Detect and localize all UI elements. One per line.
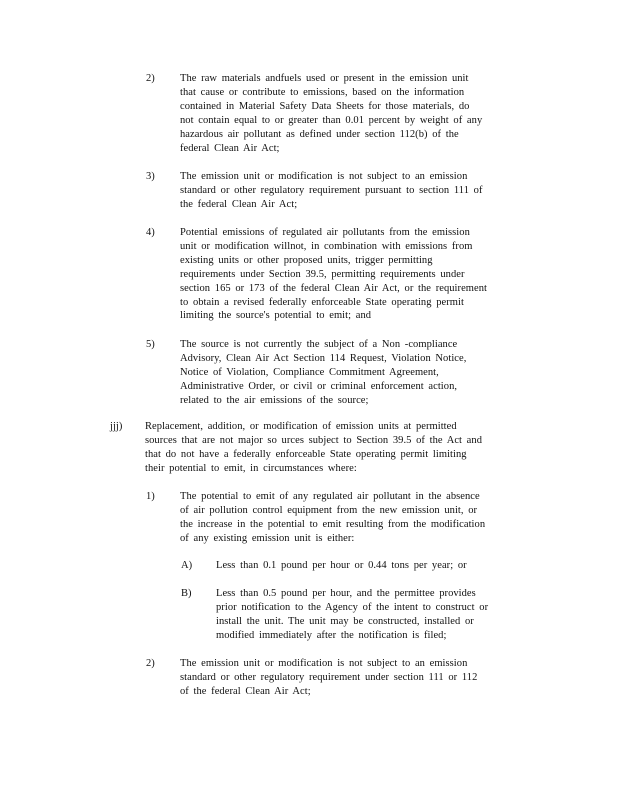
text-line: their potential to emit, in circumstances where: [145, 462, 357, 474]
item-marker: 5) [146, 339, 155, 350]
item-text [180, 338, 510, 408]
text-line: The raw materials andfuels used or present in the emission unit [180, 73, 469, 84]
text-line: the increase in the potential to emit resulting from the modification [180, 518, 486, 530]
item-text [216, 559, 516, 573]
text-line: federal Clean Air Act; [180, 142, 280, 154]
text-line: Replacement, addition, or modification of emission units at permitted [145, 421, 457, 432]
text-line: of air pollution control equipment from the new emission unit, or [180, 504, 478, 516]
text-line: existing units or other proposed units, trigger permitting [180, 254, 433, 266]
item-text [216, 587, 516, 643]
item-marker: B) [181, 588, 192, 599]
text-line: Less than 0.1 pound per hour or 0.44 tons per year; or [216, 560, 467, 571]
item-marker: 2) [146, 658, 155, 669]
text-line: hazardous air pollutant as defined under section 112(b) of the [180, 128, 459, 140]
item-marker: 3) [146, 171, 155, 182]
text-line: standard or other regulatory requirement pursuant to section 111 of [180, 184, 483, 196]
text-line: not contain equal to or greater than 0.01 percent by weight of any [180, 114, 483, 126]
text-line: The source is not currently the subject of a Non -compliance [180, 339, 458, 350]
text-line: install the unit. The unit may be constructed, installed or [216, 615, 474, 627]
text-line: of any existing emission unit is either: [180, 532, 355, 544]
text-line: requirements under Section 39.5, permitting requirements under [180, 268, 465, 280]
text-line: to obtain a revised federally enforceable State operating permit [180, 296, 464, 308]
item-text [145, 420, 515, 476]
item-marker: 4) [146, 227, 155, 238]
item-marker: jjj) [110, 421, 123, 432]
item-text [180, 170, 510, 212]
text-line: Less than 0.5 pound per hour, and the permittee provides [216, 588, 476, 599]
item-text [180, 226, 510, 323]
item-text [180, 72, 510, 155]
text-line: Potential emissions of regulated air pollutants from the emission [180, 227, 470, 238]
text-line: The potential to emit of any regulated air pollutant in the absence [180, 491, 480, 502]
text-line: section 165 or 173 of the federal Clean Air Act, or the requirement [180, 282, 487, 294]
text-line: prior notification to the Agency of the intent to construct or [216, 601, 489, 613]
text-line: modified immediately after the notification is filed; [216, 629, 447, 641]
text-line: that do not have a federally enforceable State operating permit limiting [145, 448, 467, 460]
item-marker: 1) [146, 491, 155, 502]
item-marker: A) [181, 560, 193, 571]
text-line: of the federal Clean Air Act; [180, 685, 311, 697]
text-line: The emission unit or modification is not subject to an emission [180, 658, 468, 669]
text-line: sources that are not major so urces subject to Section 39.5 of the Act and [145, 434, 482, 446]
item-text [180, 657, 510, 699]
text-line: The emission unit or modification is not subject to an emission [180, 171, 468, 182]
text-line: the federal Clean Air Act; [180, 198, 298, 210]
text-line: Notice of Violation, Compliance Commitment Agreement, [180, 366, 439, 378]
text-line: related to the air emissions of the source; [180, 394, 369, 406]
text-line: Advisory, Clean Air Act Section 114 Request, Violation Notice, [180, 352, 467, 364]
text-line: contained in Material Safety Data Sheets for those materials, do [180, 100, 470, 112]
text-line: Administrative Order, or civil or criminal enforcement action, [180, 380, 458, 392]
item-text [180, 490, 510, 546]
text-line: limiting the source's potential to emit; and [180, 310, 372, 322]
item-marker: 2) [146, 73, 155, 84]
text-line: that cause or contribute to emissions, based on the information [180, 86, 465, 98]
text-line: unit or modification willnot, in combination with emissions from [180, 240, 473, 252]
text-line: standard or other regulatory requirement under section 111 or 112 [180, 671, 478, 683]
